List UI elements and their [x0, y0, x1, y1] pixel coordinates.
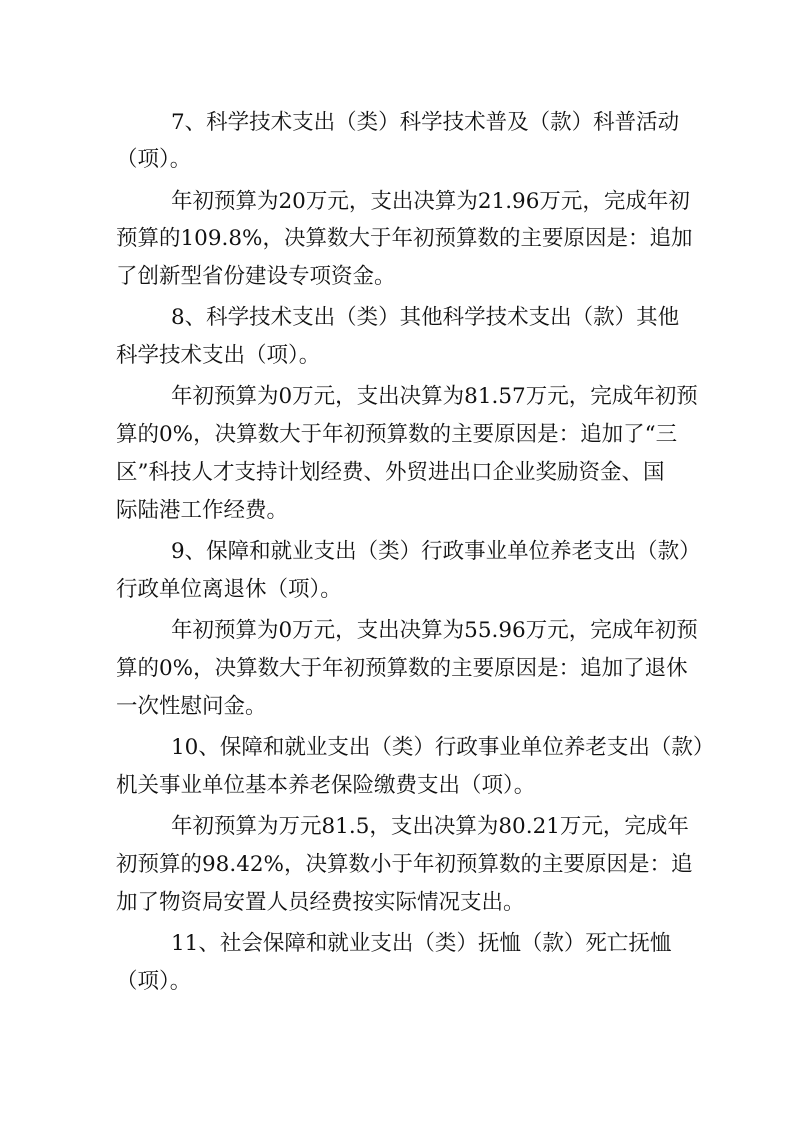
paragraph-4-line-3: 区”科技人才支持计划经费、外贸进出口企业奖励资金、国	[116, 460, 665, 485]
paragraph-8-line-3: 加了物资局安置人员经费按实际情况支出。	[116, 890, 525, 915]
paragraph-8-line-2: 初预算的98.42%，决算数小于年初预算数的主要原因是：追	[116, 852, 693, 877]
paragraph-2-line-2: 预算的109.8%，决算数大于年初预算数的主要原因是：追加	[116, 226, 693, 251]
paragraph-3-line-1: 8、科学技术支出（类）其他科学技术支出（款）其他	[171, 305, 680, 330]
paragraph-4-line-1: 年初预算为0万元，支出决算为81.57万元，完成年初预	[171, 384, 698, 409]
paragraph-9-line-1: 11、社会保障和就业支出（类）抚恤（款）死亡抚恤	[171, 931, 672, 956]
paragraph-7-line-1: 10、保障和就业支出（类）行政事业单位养老支出（款）	[171, 735, 715, 760]
paragraph-7-line-2: 机关事业单位基本养老保险缴费支出（项）。	[116, 773, 536, 798]
paragraph-3-line-2: 科学技术支出（项）。	[116, 343, 321, 368]
paragraph-2-line-3: 了创新型省份建设专项资金。	[116, 264, 396, 289]
paragraph-6-line-3: 一次性慰问金。	[116, 694, 267, 719]
paragraph-6-line-1: 年初预算为0万元，支出决算为55.96万元，完成年初预	[171, 618, 698, 643]
paragraph-5-line-1: 9、保障和就业支出（类）行政事业单位养老支出（款）	[171, 539, 701, 564]
paragraph-2-line-1: 年初预算为20万元，支出决算为21.96万元，完成年初	[171, 189, 690, 214]
paragraph-8-line-1: 年初预算为万元81.5，支出决算为80.21万元，完成年	[171, 814, 689, 839]
paragraph-9-line-2: （项）。	[116, 969, 192, 994]
paragraph-4-line-2: 算的0%，决算数大于年初预算数的主要原因是：追加了“三	[116, 422, 678, 447]
paragraph-1-line-1: 7、科学技术支出（类）科学技术普及（款）科普活动	[171, 110, 680, 135]
paragraph-6-line-2: 算的0%，决算数大于年初预算数的主要原因是：追加了退休	[116, 656, 688, 681]
paragraph-1-line-2: （项）。	[116, 147, 192, 172]
paragraph-4-line-4: 际陆港工作经费。	[116, 498, 289, 523]
paragraph-5-line-2: 行政单位离退休（项）。	[116, 577, 342, 602]
